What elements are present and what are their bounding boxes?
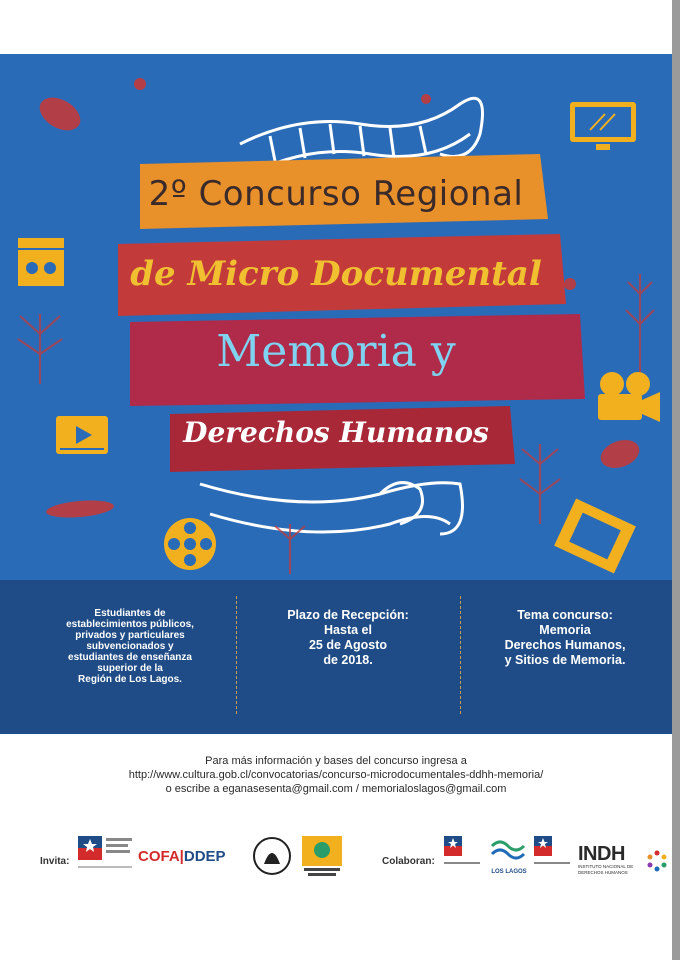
audience-line: estudiantes de enseñanza: [68, 652, 192, 663]
title-line-1: 2º Concurso Regional: [148, 174, 524, 214]
info-url-link[interactable]: http://www.cultura.gob.cl/convocatorias/concurso-microdocumentales-ddhh-memoria/: [128, 769, 544, 781]
info-divider: [460, 596, 462, 714]
title-line-2: de Micro Documental: [130, 254, 542, 294]
cofa-text: COFA: [138, 848, 180, 865]
deadline-line: Plazo de Recepción:: [287, 608, 409, 622]
invita-label: Invita:: [40, 856, 70, 867]
theme-line: Tema concurso:: [517, 608, 613, 622]
audience-line: subvencionados y: [86, 641, 174, 652]
theme-line: y Sitios de Memoria.: [504, 653, 626, 667]
info-intro: Para más información y bases del concurso ingresa a: [205, 755, 467, 767]
audience-line: establecimientos públicos,: [66, 619, 194, 630]
theme-block: [470, 608, 660, 668]
audience-line: superior de la: [97, 663, 163, 674]
info-band: [0, 580, 672, 734]
indh-text: INDH: [578, 843, 625, 865]
audience-block: [40, 608, 220, 685]
indh-subtitle: INSTITUTO NACIONAL DE DERECHOS HUMANOS: [578, 864, 634, 875]
corporation-logo: [302, 836, 342, 878]
film-strip-bottom: [200, 483, 463, 534]
indh-dots-icon: [646, 850, 668, 872]
page-edge-bar: [672, 0, 680, 960]
deadline-line: Hasta el: [324, 623, 372, 637]
colaboran-label: Colaboran:: [382, 856, 435, 867]
info-email-line[interactable]: o escribe a eganasesenta@gmail.com / memorialoslagos@gmail.com: [165, 783, 507, 795]
contact-info: [0, 754, 672, 796]
info-divider: [236, 596, 238, 714]
waves-icon: [490, 836, 528, 864]
title-line-4: Derechos Humanos: [183, 416, 489, 449]
audience-line: privados y particulares: [75, 630, 185, 641]
title-line-3: Memoria y: [216, 326, 456, 377]
gobierno-los-lagos-logo: [490, 836, 528, 875]
deadline-line: de 2018.: [323, 653, 373, 667]
movie-camera-icon: [598, 372, 660, 422]
indh-logo: [578, 844, 648, 876]
ministerio-logo: [534, 836, 572, 874]
los-lagos-text: LOS LAGOS: [491, 869, 527, 875]
audience-line: Estudiantes de: [94, 608, 166, 619]
ddep-text: DDEP: [183, 848, 226, 865]
monitor-icon: [570, 102, 636, 150]
deadline-block: [248, 608, 448, 668]
film-reel-icon: [164, 518, 216, 570]
film-frame-icon: [554, 498, 636, 573]
poster-illustration: [0, 54, 672, 580]
organization-seal-logo: [252, 836, 292, 876]
gobierno-chile-logo: [444, 836, 482, 874]
theme-line: Derechos Humanos,: [504, 638, 626, 652]
theme-line: Memoria: [539, 623, 591, 637]
cofa-ddep-logo: COFA|DDEP: [138, 848, 226, 865]
audience-line: Región de Los Lagos.: [78, 674, 182, 685]
ministerio-cultura-logo: [78, 836, 134, 880]
deadline-line: 25 de Agosto: [308, 638, 388, 652]
poster-banner: [0, 54, 672, 580]
